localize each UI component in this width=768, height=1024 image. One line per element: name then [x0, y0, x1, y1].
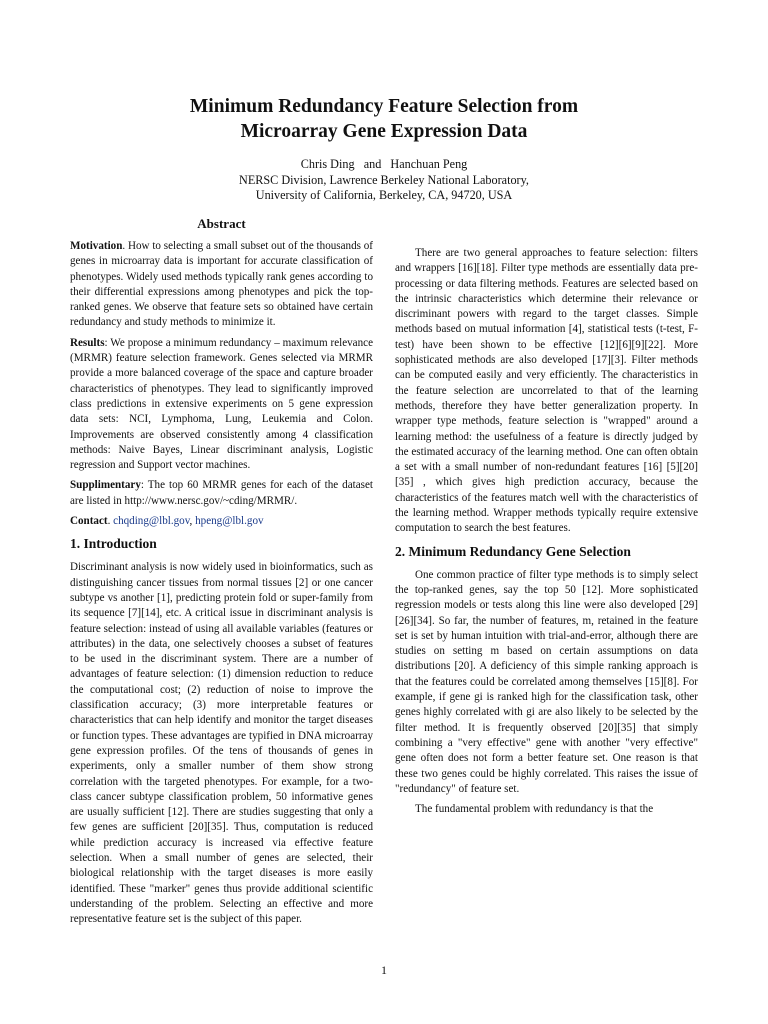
mrgs-paragraph: One common practice of filter type methods is to simply select the top-ranked genes, say the top 50 [12]. More sophisticated regression models or tests along this line were also developed [29][26][34]. So far, the number of features, m, retained in the feature set is set by human intuition with trial-and-error, although there are studies on setting m based on certain assumptions on data distributions [20]. A deficiency of this simple ranking approach is that the features could be correlated among themselves [15][8]. For example, if gene gi is ranked high for the classification task, other genes highly correlated with gi are also likely to be selected by the filter method. It is frequently observed [20][35] that simply combining a "very effective" gene with another "very effective" gene often does not form a better feature set. One reason is that these two genes could be highly correlated. This raises the issue of "redundancy" of feature set.	[395, 568, 698, 795]
motivation-label: Motivation	[70, 240, 123, 252]
abstract-contact	[70, 514, 373, 529]
contact-separator: .	[107, 515, 111, 528]
intro-body	[70, 560, 373, 927]
supplementary-text: : The top 60 MRMR genes for each of the dataset are listed in http://www.nersc.gov/~cding/MRMR/.	[70, 479, 373, 507]
abstract-motivation	[70, 239, 373, 331]
contact-email-peng[interactable]: hpeng@lbl.gov	[195, 515, 264, 528]
abstract-supplementary	[70, 478, 373, 509]
right-column-body	[395, 246, 698, 537]
contact-email-ding[interactable]: chqding@lbl.gov	[113, 515, 190, 528]
approaches-paragraph: There are two general approaches to feature selection: filters and wrappers [16][18]. Filter type methods are essentially data pre-processing or data filtering methods. Features are selected based on the intrinsic characteristics which determine their relevance or discriminant powers with regard to the target classes. Simple methods based on mutual information [4], statistical tests (t-test, F-test) have been shown to be effective [12][6][9][22]. More sophisticated methods are also developed [17][3]. Filter methods can be computed easily and very efficiently. The characteristics in the feature selection are uncorrelated to that of the learning methods, therefore they have better generalization property. In wrapper type methods, feature selection is "wrapped" around a learning method: the usefulness of a feature is directly judged by the estimated accuracy of the learning method. One can often obtain a set with a small number of non-redundant features [16] [5][20][35] , which gives high prediction accuracy, because the characteristics of the features match well with the characteristics of the learning method. Wrapper methods typically require extensive computation to search the best features.	[395, 247, 698, 535]
mrgs-body	[395, 568, 698, 818]
affiliation-line-1: NERSC Division, Lawrence Berkeley National Laboratory,	[239, 172, 529, 187]
contact-comma: ,	[189, 515, 193, 528]
paper-title	[60, 94, 708, 144]
supplementary-label: Supplimentary	[70, 479, 141, 492]
left-column	[70, 216, 373, 932]
author-names: Chris Ding and Hanchuan Peng	[300, 157, 468, 171]
intro-paragraph: Discriminant analysis is now widely used in bioinformatics, such as distinguishing cancer tissues from normal tissues [2] or one cancer subtype vs another [1], predicting protein fold or super-family from its sequence [7][14], etc. A critical issue in discriminant analysis is feature selection: instead of using all available variables (features or attributes) in the data, one selectively chooses a subset of features to be used in the discriminant system. There are a number of advantages of feature selection: (1) dimension reduction to reduce the computational cost; (2) reduction of noise to improve the classification accuracy; (3) more interpretable features or characteristics that can help identify and monitor the target diseases or function types. These advantages are typified in DNA microarray gene expression profiles. Of the tens of thousands of genes in experiments, only a smaller number of them show strong correlation with the targeted phenotypes. For example, for a two-class cancer subtype classification problem, 50 informative genes are usually sufficient [12]. There are studies suggesting that only a few genes are sufficient [20][35]. Thus, computation is reduced while prediction accuracy is increased via effective feature selection. When a small number of genes are selected, their biological relationship with the target diseases is more easily identified. These "marker" genes thus provide additional scientific understanding of the problem. Selecting an effective and more representative feature set is the subject of this paper.	[70, 561, 373, 926]
intro-heading: 1. Introduction	[70, 536, 157, 552]
results-text: : We propose a minimum redundancy – maximum relevance (MRMR) feature selection framework. Genes selected via MRMR provide a more balanced coverage of the space and capture broader characteristics of phenotypes. They lead to significantly improved class predictions in extensive experiments on 5 gene expression data sets: NCI, Lymphoma, Lung, Leukemia and Colon. Improvements are observed consistently among 4 classification methods: Naive Bayes, Linear discriminant analysis, Logistic regression and Support vector machines.	[70, 336, 373, 472]
mrgs-heading: 2. Minimum Redundancy Gene Selection	[395, 543, 631, 559]
contact-label: Contact	[70, 515, 108, 528]
title-line-1: Minimum Redundancy Feature Selection from	[189, 96, 579, 117]
page-number: 1	[381, 963, 387, 977]
motivation-text: . How to selecting a small subset out of the thousands of genes in microarray data is important for accurate classification of phenotypes. Widely used methods typically rank genes according to their differential expressions among phenotypes and pick the top-ranked genes. We observe that feature sets so obtained have certain redundancy and study methods to minimize it.	[70, 240, 373, 329]
fundamental-paragraph: The fundamental problem with redundancy is that the	[415, 803, 654, 816]
abstract-results	[70, 336, 373, 474]
affiliation-line-2: University of California, Berkeley, CA, 94720, USA	[255, 188, 513, 203]
results-label: Results	[70, 336, 105, 349]
abstract-heading: Abstract	[197, 216, 246, 231]
abstract-body	[70, 239, 373, 529]
author-block	[60, 157, 708, 204]
right-column	[395, 246, 698, 822]
title-line-2: Microarray Gene Expression Data	[240, 121, 528, 142]
